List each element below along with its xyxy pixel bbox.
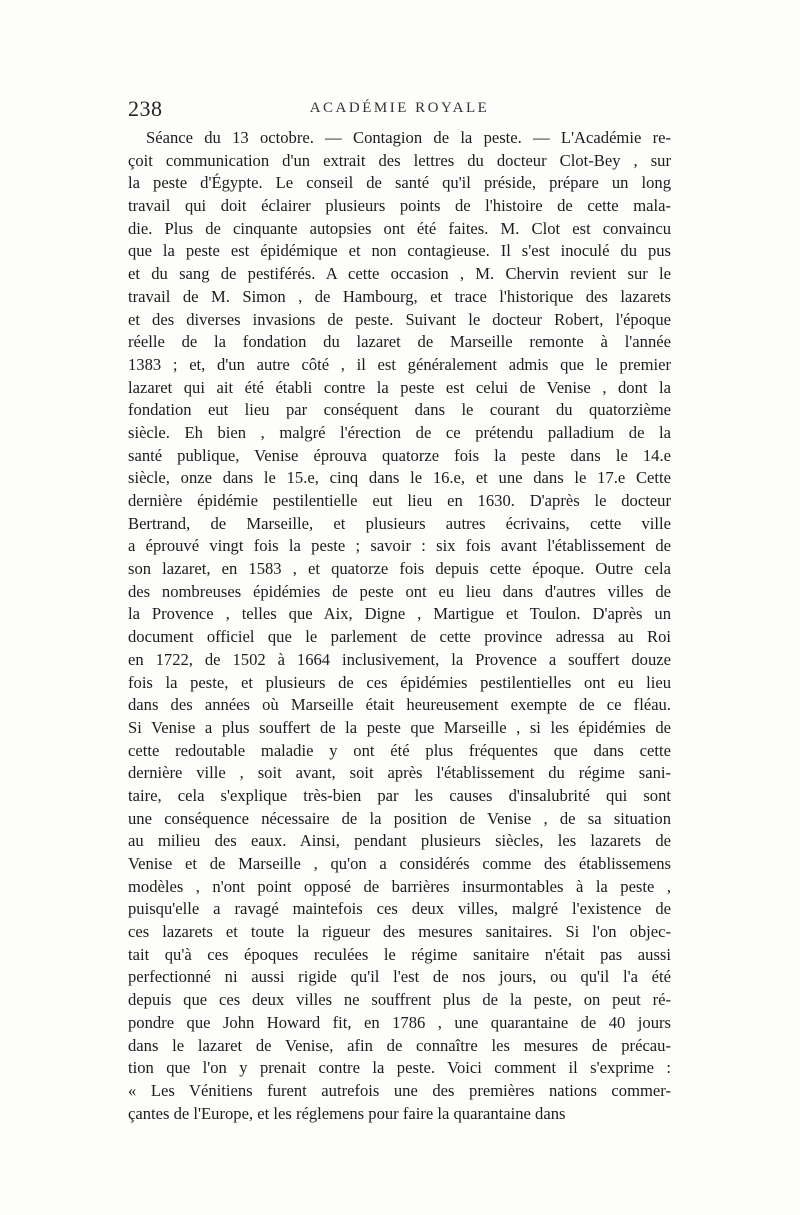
text-line: Si Venise a plus souffert de la peste que Marseille , si les épidémies de [128, 717, 671, 737]
text-line: fois la peste, et plusieurs de ces épidémies pestilentielles ont eu lieu [128, 672, 671, 692]
text-line: depuis que ces deux villes ne souffrent plus de la peste, on peut ré- [128, 990, 671, 1010]
text-line: Bertrand, de Marseille, et plusieurs autres écrivains, cette ville [128, 513, 671, 533]
text-line: et des diverses invasions de peste. Suivant le docteur Robert, l'époque [128, 309, 671, 329]
text-line: travail qui doit éclairer plusieurs points de l'histoire de cette mala- [128, 196, 671, 216]
text-line: au milieu des eaux. Ainsi, pendant plusieurs siècles, les lazarets de [128, 831, 671, 851]
running-head: ACADÉMIE ROYALE [309, 100, 490, 116]
text-line: pondre que John Howard fit, en 1786 , une quarantaine de 40 jours [128, 1012, 671, 1032]
text-line: des nombreuses épidémies de peste ont eu lieu dans d'autres villes de [128, 581, 671, 601]
text-line: dans le lazaret de Venise, afin de connaître les mesures de précau- [128, 1035, 671, 1055]
text-line: que la peste est épidémique et non contagieuse. Il s'est inoculé du pus [128, 241, 671, 261]
text-line: Séance du 13 octobre. — Contagion de la peste. — L'Académie re- [146, 128, 671, 147]
text-line: travail de M. Simon , de Hambourg, et trace l'historique des lazarets [128, 286, 671, 306]
text-line: dernière épidémie pestilentielle eut lieu en 1630. D'après le docteur [128, 491, 671, 510]
body-text [128, 127, 671, 1125]
text-line: une conséquence nécessaire de la position de Venise , de sa situation [128, 808, 671, 828]
text-line: la Provence , telles que Aix, Digne , Martigue et Toulon. D'après un [128, 604, 671, 624]
text-line: cette redoutable maladie y ont été plus fréquentes que dans cette [128, 740, 671, 760]
text-line: fondation eut lieu par conséquent dans le courant du quatorzième [128, 400, 671, 420]
text-line: 1383 ; et, d'un autre côté , il est généralement admis que le premier [128, 354, 671, 374]
page-number: 238 [128, 96, 163, 121]
text-line: son lazaret, en 1583 , et quatorze fois depuis cette époque. Outre cela [128, 559, 671, 579]
text-line: siècle. Eh bien , malgré l'érection de ce prétendu palladium de la [128, 422, 671, 442]
text-line: siècle, onze dans le 15.e, cinq dans le 16.e, et une dans le 17.e Cette [128, 468, 671, 488]
text-line: çoit communication d'un extrait des lettres du docteur Clot-Bey , sur [128, 150, 671, 170]
text-line: a éprouvé vingt fois la peste ; savoir : six fois avant l'établissement de [128, 536, 671, 556]
text-line: çantes de l'Europe, et les réglemens pour faire la quarantaine dans [128, 1103, 566, 1123]
text-line: document officiel que le parlement de cette province adressa au Roi [128, 627, 671, 647]
text-line: lazaret qui ait été établi contre la peste est celui de Venise , dont la [128, 377, 671, 397]
text-line: dernière ville , soit avant, soit après l'établissement du régime sani- [128, 763, 671, 783]
text-line: « Les Vénitiens furent autrefois une des premières nations commer- [128, 1080, 671, 1100]
text-line: tion que l'on y prenait contre la peste. Voici comment il s'exprime : [128, 1058, 671, 1078]
text-line: puisqu'elle a ravagé maintefois ces deux villes, malgré l'existence de [128, 899, 671, 919]
text-line: Venise et de Marseille , qu'on a considérés comme des établissemens [128, 854, 671, 873]
text-line: perfectionné ni aussi rigide qu'il l'est de nos jours, ou qu'il l'a été [128, 967, 671, 987]
text-line: santé publique, Venise éprouva quatorze fois la peste dans le 14.e [128, 445, 671, 465]
text-line: modèles , n'ont point opposé de barrières insurmontables à la peste , [128, 876, 671, 896]
text-line: dans des années où Marseille était heureusement exempte de ce fléau. [128, 695, 671, 715]
text-line: la peste d'Égypte. Le conseil de santé qu'il préside, prépare un long [128, 173, 671, 193]
text-line: et du sang de pestiférés. A cette occasion , M. Chervin revient sur le [128, 264, 671, 284]
text-line: tait qu'à ces époques reculées le régime sanitaire n'était pas aussi [128, 944, 671, 964]
page-header [128, 96, 671, 126]
text-line: ces lazarets et toute la rigueur des mesures sanitaires. Si l'on objec- [128, 922, 671, 942]
text-line: die. Plus de cinquante autopsies ont été faites. M. Clot est convaincu [128, 218, 671, 238]
text-line: réelle de la fondation du lazaret de Marseille remonte à l'année [128, 332, 671, 352]
text-line: taire, cela s'explique très-bien par les causes d'insalubrité qui sont [128, 785, 671, 805]
text-line: en 1722, de 1502 à 1664 inclusivement, la Provence a souffert douze [128, 649, 671, 669]
